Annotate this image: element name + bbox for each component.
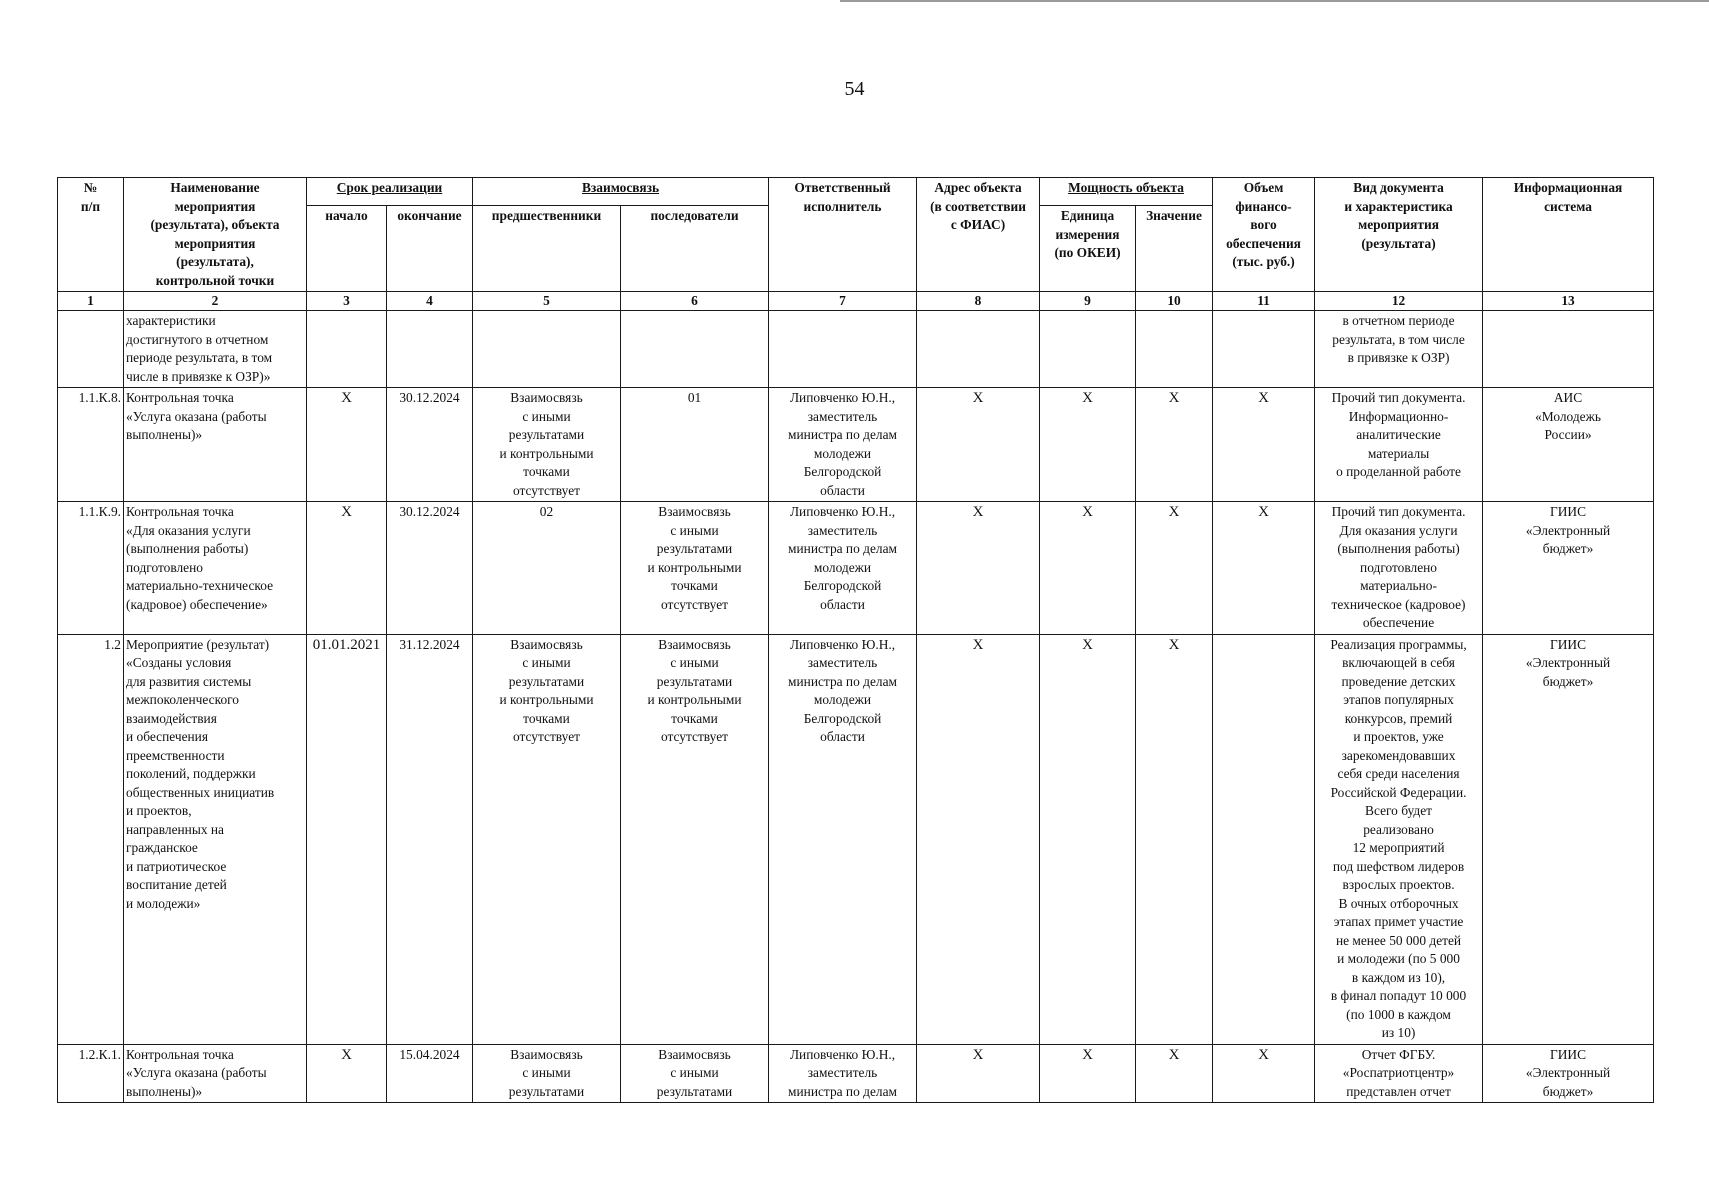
plan-table: [57, 177, 1654, 1103]
cell-info: [1483, 311, 1654, 388]
cell-pred: Взаимосвязь с иными результатами и контрольными точками отсутствует: [473, 388, 621, 502]
cell-finance: [1213, 634, 1315, 1044]
table-row: [58, 634, 1654, 1044]
cell-start: X: [307, 502, 387, 635]
cell-addr: X: [917, 502, 1040, 635]
cell-finance: X: [1213, 1044, 1315, 1103]
cell-value: X: [1136, 634, 1213, 1044]
header-value: Значение: [1136, 206, 1213, 292]
header-responsible: Ответственный исполнитель: [769, 178, 917, 292]
header-link-succ: последователи: [621, 206, 769, 292]
colnum-5: 5: [473, 292, 621, 311]
cell-end: 15.04.2024: [387, 1044, 473, 1103]
header-unit: Единица измерения (по ОКЕИ): [1040, 206, 1136, 292]
header-link-pred: предшественники: [473, 206, 621, 292]
colnum-6: 6: [621, 292, 769, 311]
cell-start: X: [307, 1044, 387, 1103]
cell-name: характеристики достигнутого в отчетном периоде результата, в том числе в привязке к ОЗР)»: [124, 311, 307, 388]
cell-succ: Взаимосвязь с иными результатами и контрольными точками отсутствует: [621, 634, 769, 1044]
cell-num: 1.2: [58, 634, 124, 1044]
cell-addr: [917, 311, 1040, 388]
cell-unit: X: [1040, 634, 1136, 1044]
cell-end: 31.12.2024: [387, 634, 473, 1044]
cell-num: [58, 311, 124, 388]
cell-succ: Взаимосвязь с иными результатами: [621, 1044, 769, 1103]
cell-start: [307, 311, 387, 388]
header-name: Наименование мероприятия (результата), объекта мероприятия (результата), контрольной точки: [124, 178, 307, 292]
table-body: [58, 311, 1654, 1103]
header-num: № п/п: [58, 178, 124, 292]
header-finance: Объем финансо- вого обеспечения (тыс. руб.): [1213, 178, 1315, 292]
column-number-row: [58, 292, 1654, 311]
cell-succ: [621, 311, 769, 388]
cell-pred: [473, 311, 621, 388]
table-row: [58, 388, 1654, 502]
cell-succ: Взаимосвязь с иными результатами и контрольными точками отсутствует: [621, 502, 769, 635]
colnum-7: 7: [769, 292, 917, 311]
colnum-10: 10: [1136, 292, 1213, 311]
colnum-2: 2: [124, 292, 307, 311]
cell-finance: [1213, 311, 1315, 388]
table-row: [58, 311, 1654, 388]
cell-doc: Реализация программы, включающей в себя проведение детских этапов популярных конкурсов, премий и проектов, уже зарекомендовавших себя среди населения Российской Федерации. Всего будет реализовано 12 мероприятий под шефством лидеров взрослых проектов. В очных отборочных этапах примет участие не менее 50 000 детей и молодежи (по 5 000 в каждом из 10), в финал попадут 10 000 (по 1000 в каждом из 10): [1315, 634, 1483, 1044]
cell-addr: X: [917, 1044, 1040, 1103]
cell-info: ГИИС «Электронный бюджет»: [1483, 502, 1654, 635]
cell-name: Контрольная точка «Услуга оказана (работы выполнены)»: [124, 388, 307, 502]
cell-unit: [1040, 311, 1136, 388]
cell-end: 30.12.2024: [387, 502, 473, 635]
cell-value: X: [1136, 1044, 1213, 1103]
colnum-12: 12: [1315, 292, 1483, 311]
cell-num: 1.1.К.9.: [58, 502, 124, 635]
cell-name: Контрольная точка «Услуга оказана (работы выполнены)»: [124, 1044, 307, 1103]
cell-name: Мероприятие (результат) «Созданы условия для развития системы межпоколенческого взаимодействия и обеспечения преемственности поколений, поддержки общественных инициатив и проектов, направленных на гражданское и патриотическое воспитание детей и молодежи»: [124, 634, 307, 1044]
cell-num: 1.1.К.8.: [58, 388, 124, 502]
table-row: [58, 502, 1654, 635]
cell-start: X: [307, 388, 387, 502]
header-row-1: [58, 178, 1654, 206]
colnum-4: 4: [387, 292, 473, 311]
cell-end: 30.12.2024: [387, 388, 473, 502]
cell-pred: Взаимосвязь с иными результатами и контрольными точками отсутствует: [473, 634, 621, 1044]
cell-addr: X: [917, 634, 1040, 1044]
cell-num: 1.2.К.1.: [58, 1044, 124, 1103]
header-power: Мощность объекта: [1040, 178, 1213, 206]
cell-doc: Прочий тип документа. Информационно- аналитические материалы о проделанной работе: [1315, 388, 1483, 502]
cell-unit: X: [1040, 388, 1136, 502]
cell-doc: Отчет ФГБУ. «Роспатриотцентр» представлен отчет: [1315, 1044, 1483, 1103]
cell-resp: Липовченко Ю.Н., заместитель министра по делам молодежи Белгородской области: [769, 502, 917, 635]
cell-doc: в отчетном периоде результата, в том числе в привязке к ОЗР): [1315, 311, 1483, 388]
cell-info: ГИИС «Электронный бюджет»: [1483, 634, 1654, 1044]
colnum-9: 9: [1040, 292, 1136, 311]
cell-resp: Липовченко Ю.Н., заместитель министра по делам молодежи Белгородской области: [769, 388, 917, 502]
cell-pred: 02: [473, 502, 621, 635]
colnum-3: 3: [307, 292, 387, 311]
cell-unit: X: [1040, 502, 1136, 635]
header-link: Взаимосвязь: [473, 178, 769, 206]
cell-resp: Липовченко Ю.Н., заместитель министра по делам молодежи Белгородской области: [769, 634, 917, 1044]
cell-finance: X: [1213, 388, 1315, 502]
cell-end: [387, 311, 473, 388]
colnum-13: 13: [1483, 292, 1654, 311]
header-term-start: начало: [307, 206, 387, 292]
page-number: 54: [844, 78, 865, 100]
cell-value: X: [1136, 388, 1213, 502]
cell-value: X: [1136, 502, 1213, 635]
colnum-8: 8: [917, 292, 1040, 311]
header-term: Срок реализации: [307, 178, 473, 206]
header-doc: Вид документа и характеристика мероприятия (результата): [1315, 178, 1483, 292]
colnum-11: 11: [1213, 292, 1315, 311]
cell-succ: 01: [621, 388, 769, 502]
cell-unit: X: [1040, 1044, 1136, 1103]
header-address: Адрес объекта (в соответствии с ФИАС): [917, 178, 1040, 292]
header-info: Информационная система: [1483, 178, 1654, 292]
cell-name: Контрольная точка «Для оказания услуги (выполнения работы) подготовлено материально-техническое (кадровое) обеспечение»: [124, 502, 307, 635]
cell-resp: [769, 311, 917, 388]
page-top-rule: [840, 0, 1709, 2]
cell-start: 01.01.2021: [307, 634, 387, 1044]
table-row: [58, 1044, 1654, 1103]
cell-resp: Липовченко Ю.Н., заместитель министра по делам: [769, 1044, 917, 1103]
cell-value: [1136, 311, 1213, 388]
cell-finance: X: [1213, 502, 1315, 635]
cell-doc: Прочий тип документа. Для оказания услуги (выполнения работы) подготовлено материально- техническое (кадровое) обеспечение: [1315, 502, 1483, 635]
cell-addr: X: [917, 388, 1040, 502]
cell-info: ГИИС «Электронный бюджет»: [1483, 1044, 1654, 1103]
cell-info: АИС «Молодежь России»: [1483, 388, 1654, 502]
colnum-1: 1: [58, 292, 124, 311]
header-term-end: окончание: [387, 206, 473, 292]
cell-pred: Взаимосвязь с иными результатами: [473, 1044, 621, 1103]
